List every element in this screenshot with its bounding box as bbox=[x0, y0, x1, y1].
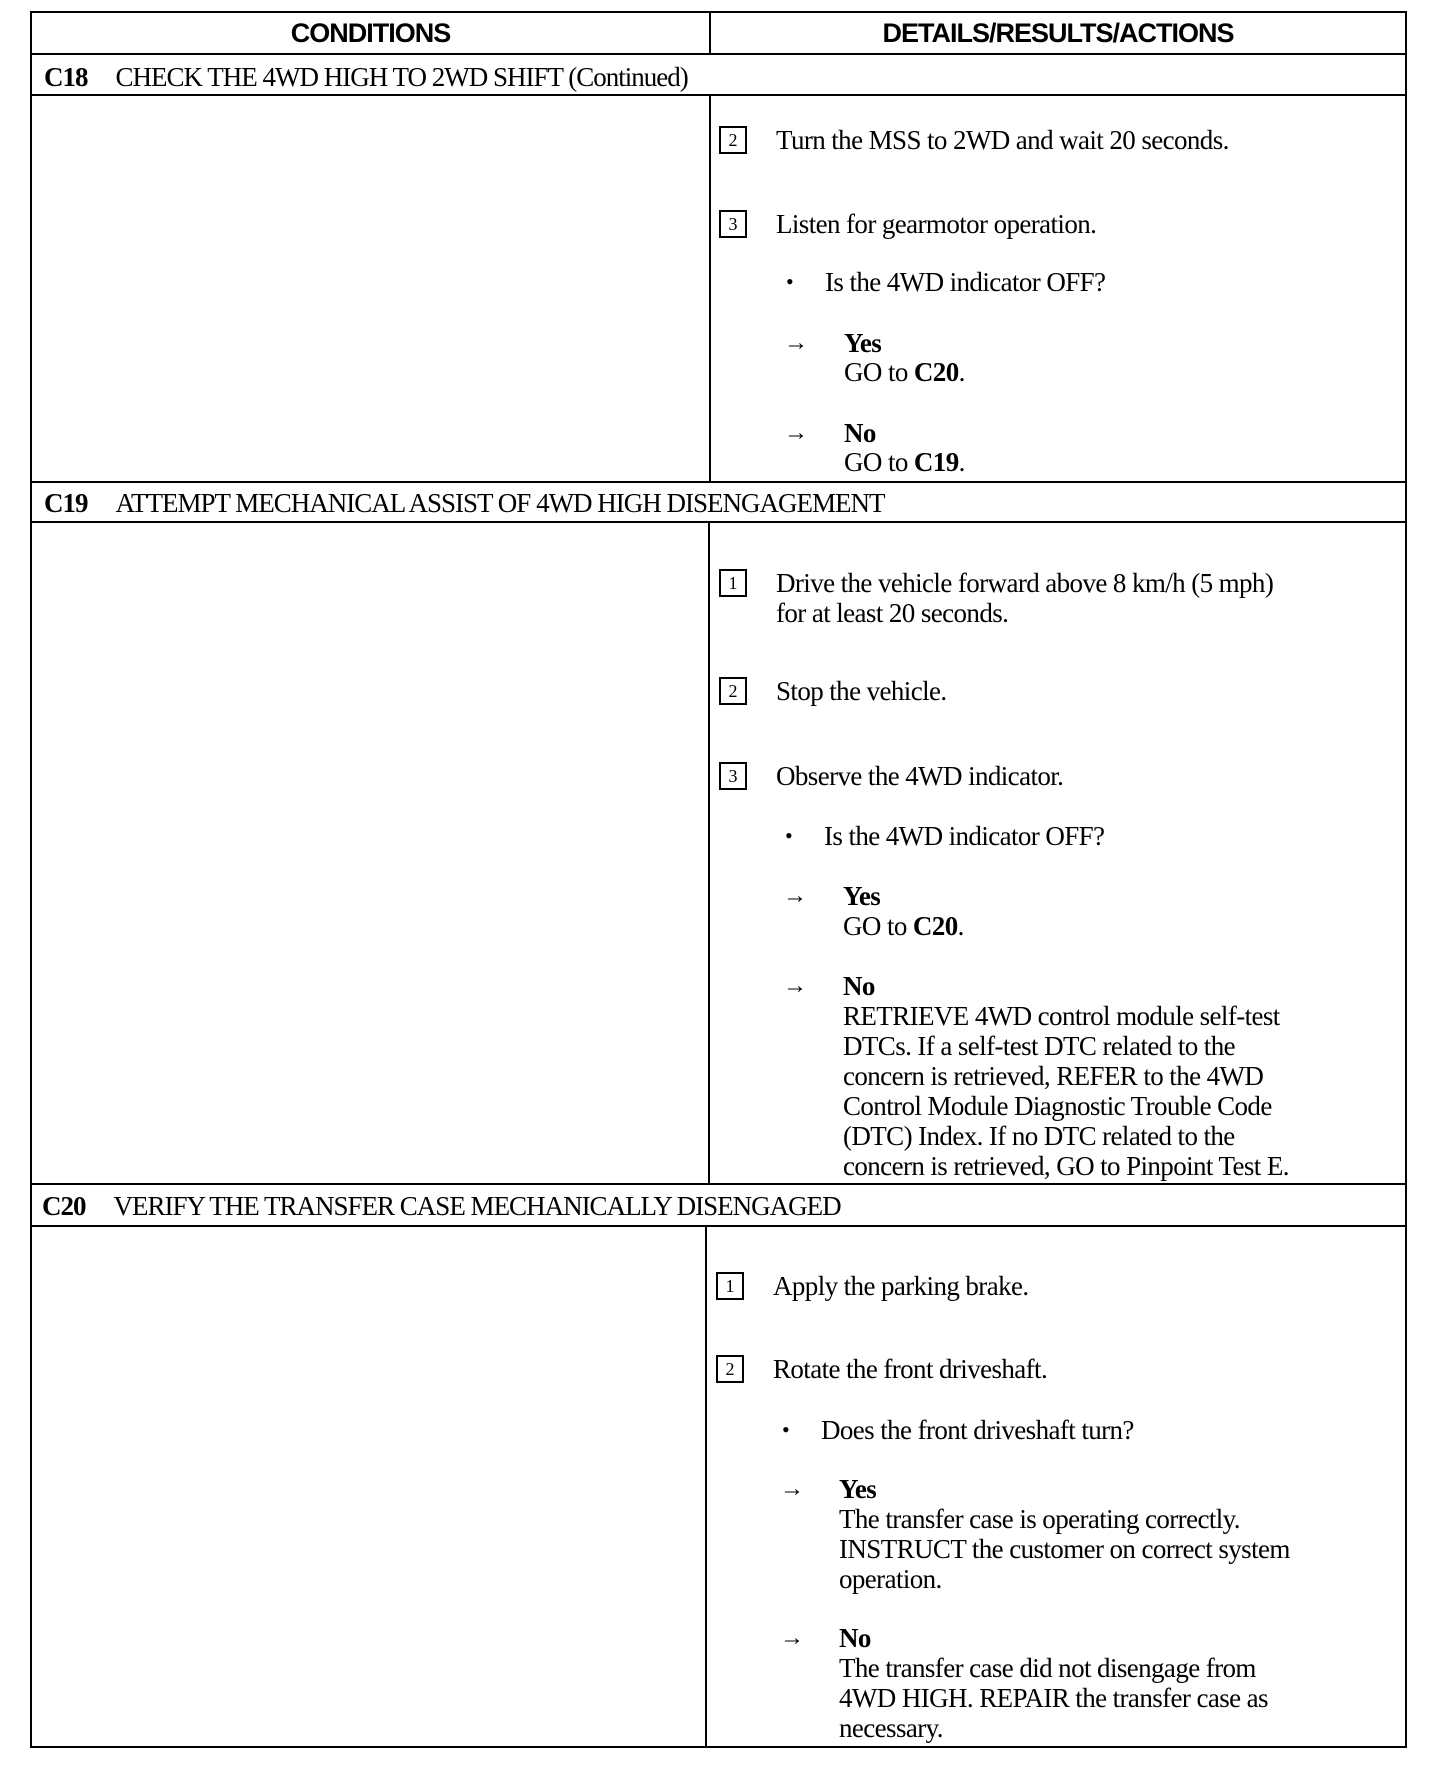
step-text: Observe the 4WD indicator. bbox=[776, 761, 1064, 791]
column-divider bbox=[708, 521, 710, 1185]
no-action-line: RETRIEVE 4WD control module self-test bbox=[843, 1001, 1280, 1031]
punct: . bbox=[958, 357, 965, 387]
step-text: Rotate the front driveshaft. bbox=[773, 1354, 1048, 1384]
yes-action-line: INSTRUCT the customer on correct system bbox=[839, 1534, 1290, 1564]
yes-action bbox=[843, 911, 964, 941]
bullet-icon: • bbox=[786, 269, 794, 294]
step-text: for at least 20 seconds. bbox=[776, 598, 1009, 628]
yes-label: Yes bbox=[839, 1474, 877, 1504]
action-text: GO to bbox=[844, 447, 914, 477]
step-number-box: 2 bbox=[719, 677, 747, 705]
arrow-right-icon: → bbox=[783, 973, 807, 999]
yes-action-line: The transfer case is operating correctly. bbox=[839, 1504, 1240, 1534]
divider bbox=[30, 521, 1407, 523]
no-action bbox=[844, 447, 965, 477]
arrow-right-icon: → bbox=[783, 883, 807, 909]
arrow-right-icon: → bbox=[784, 330, 808, 356]
yes-label: Yes bbox=[843, 881, 881, 911]
section-title-c20 bbox=[42, 1189, 841, 1223]
section-id: C20 bbox=[42, 1191, 86, 1221]
step-text: Listen for gearmotor operation. bbox=[776, 209, 1097, 239]
divider bbox=[30, 1225, 1407, 1227]
step-text: Stop the vehicle. bbox=[776, 676, 947, 706]
question-text: Is the 4WD indicator OFF? bbox=[824, 821, 1105, 851]
no-action-line: Control Module Diagnostic Trouble Code bbox=[843, 1091, 1272, 1121]
no-action-line: (DTC) Index. If no DTC related to the bbox=[843, 1121, 1235, 1151]
step-text: Drive the vehicle forward above 8 km/h (5 mph) bbox=[776, 568, 1274, 598]
step-number-box: 2 bbox=[716, 1355, 744, 1383]
section-title-c19 bbox=[44, 486, 885, 520]
goto-target: C20 bbox=[913, 357, 959, 387]
section-title: ATTEMPT MECHANICAL ASSIST OF 4WD HIGH DISENGAGEMENT bbox=[115, 488, 885, 518]
divider bbox=[30, 53, 1407, 55]
column-divider bbox=[705, 1225, 707, 1748]
bullet-icon: • bbox=[785, 823, 793, 848]
no-label: No bbox=[844, 418, 876, 448]
no-action-line: concern is retrieved, REFER to the 4WD bbox=[843, 1061, 1264, 1091]
step-number-box: 1 bbox=[719, 569, 747, 597]
no-label: No bbox=[843, 971, 875, 1001]
section-title: CHECK THE 4WD HIGH TO 2WD SHIFT (Continued) bbox=[115, 62, 688, 92]
step-number-box: 3 bbox=[719, 762, 747, 790]
divider bbox=[30, 1183, 1407, 1185]
table-border-top bbox=[30, 11, 1407, 13]
arrow-right-icon: → bbox=[780, 1476, 804, 1502]
divider bbox=[30, 94, 1407, 96]
no-action-line: concern is retrieved, GO to Pinpoint Test E. bbox=[843, 1151, 1289, 1181]
no-action-line: necessary. bbox=[839, 1713, 943, 1743]
section-title-c18 bbox=[44, 60, 688, 94]
punct: . bbox=[958, 447, 965, 477]
step-number-box: 3 bbox=[719, 210, 747, 238]
action-text: GO to bbox=[843, 911, 913, 941]
action-text: GO to bbox=[844, 357, 914, 387]
header-conditions: CONDITIONS bbox=[290, 18, 451, 48]
table-border-left bbox=[30, 11, 32, 1748]
table-border-bottom bbox=[30, 1746, 1407, 1748]
question-text: Does the front driveshaft turn? bbox=[821, 1415, 1134, 1445]
section-id: C19 bbox=[44, 488, 88, 518]
yes-label: Yes bbox=[844, 328, 882, 358]
section-id: C18 bbox=[44, 62, 88, 92]
step-text: Turn the MSS to 2WD and wait 20 seconds. bbox=[776, 125, 1229, 155]
step-number-box: 1 bbox=[716, 1272, 744, 1300]
no-action-line: 4WD HIGH. REPAIR the transfer case as bbox=[839, 1683, 1268, 1713]
arrow-right-icon: → bbox=[784, 420, 808, 446]
yes-action-line: operation. bbox=[839, 1564, 942, 1594]
arrow-right-icon: → bbox=[780, 1625, 804, 1651]
yes-action bbox=[844, 357, 965, 387]
divider bbox=[30, 481, 1407, 483]
step-number-box: 2 bbox=[719, 126, 747, 154]
goto-target: C19 bbox=[913, 447, 959, 477]
no-action-line: DTCs. If a self-test DTC related to the bbox=[843, 1031, 1235, 1061]
section-title: VERIFY THE TRANSFER CASE MECHANICALLY DISENGAGED bbox=[113, 1191, 841, 1221]
header-details: DETAILS/RESULTS/ACTIONS bbox=[882, 18, 1234, 48]
column-divider bbox=[709, 94, 711, 483]
question-text: Is the 4WD indicator OFF? bbox=[825, 267, 1106, 297]
punct: . bbox=[957, 911, 964, 941]
table-border-right bbox=[1405, 11, 1407, 1748]
goto-target: C20 bbox=[912, 911, 958, 941]
no-action-line: The transfer case did not disengage from bbox=[839, 1653, 1256, 1683]
no-label: No bbox=[839, 1623, 871, 1653]
step-text: Apply the parking brake. bbox=[773, 1271, 1029, 1301]
bullet-icon: • bbox=[782, 1417, 790, 1442]
